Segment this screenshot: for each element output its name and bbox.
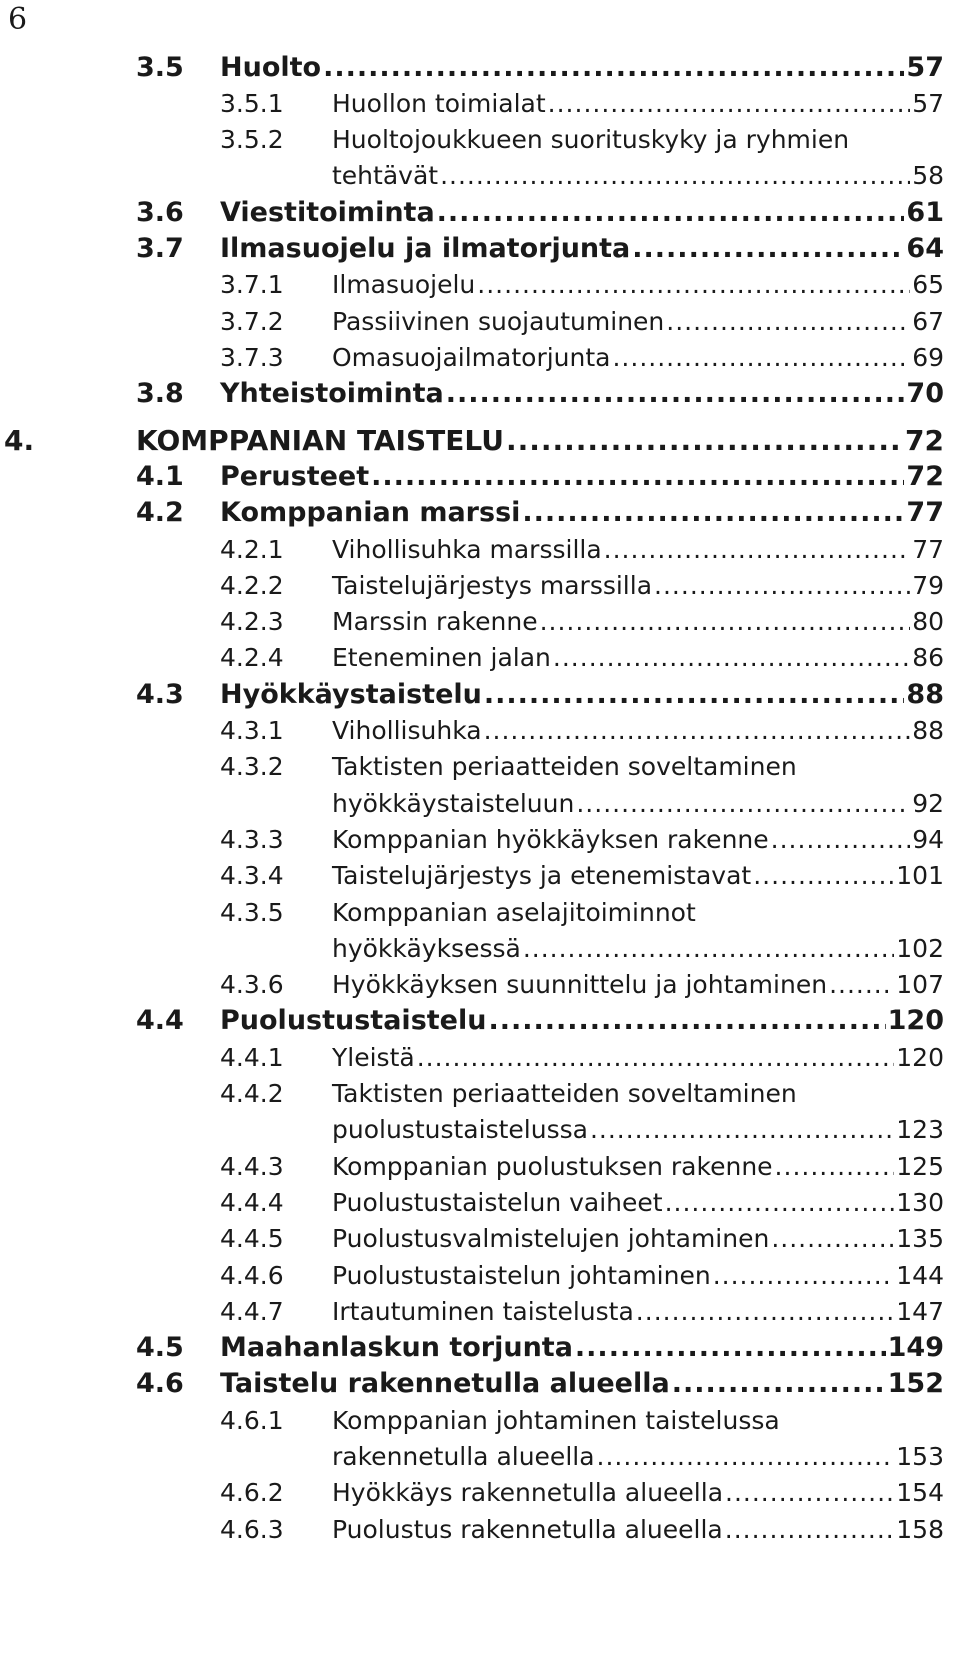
toc-entry[interactable]	[220, 639, 944, 677]
toc-entry-number: 3.7.1	[220, 270, 284, 300]
toc-entry-page: 58	[912, 161, 944, 191]
toc-entry-number: 4.2.2	[220, 570, 284, 600]
toc-entry-title: Puolustustaistelun vaiheet	[332, 1187, 663, 1217]
toc-entry[interactable]	[220, 121, 944, 159]
toc-entry-page: 125	[896, 1151, 944, 1181]
toc-entry-title: Komppanian marssi	[220, 497, 521, 529]
toc-entry[interactable]	[332, 784, 944, 822]
toc-entry-title: puolustustaistelussa	[332, 1115, 588, 1145]
toc-entry[interactable]	[220, 1401, 944, 1439]
toc-entry-number: 4.3.3	[220, 824, 284, 854]
toc-dot-leader	[725, 1478, 894, 1507]
toc-entry-title: Eteneminen jalan	[332, 643, 551, 673]
toc-entry-title: Puolustustaistelu	[220, 1005, 487, 1037]
toc-entry-number: 4.4.4	[220, 1187, 284, 1217]
toc-dot-leader	[597, 1442, 895, 1471]
toc-dot-leader	[576, 789, 910, 818]
toc-dot-leader	[672, 1368, 886, 1399]
toc-entry-number: 4.2.4	[220, 643, 284, 673]
toc-entry[interactable]	[220, 338, 944, 376]
toc-entry-page: 57	[906, 51, 944, 83]
toc-entry-title: tehtävät	[332, 161, 439, 191]
toc-entry-page: 123	[896, 1115, 944, 1145]
toc-entry-title: Taistelu rakennetulla alueella	[220, 1368, 670, 1400]
toc-dot-leader	[477, 270, 910, 299]
toc-entry[interactable]	[332, 1111, 944, 1149]
toc-dot-leader	[725, 1515, 895, 1544]
toc-entry-number: 4.6.2	[220, 1478, 284, 1508]
toc-entry-page: 149	[887, 1332, 944, 1364]
toc-entry-title: Perusteet	[220, 460, 370, 492]
toc-entry-number: 4.3.2	[220, 752, 284, 782]
toc-entry-title: Hyökkäystaistelu	[220, 678, 482, 710]
toc-entry-title: Hyökkäys rakennetulla alueella	[332, 1478, 724, 1508]
toc-entry-title: Omasuojailmatorjunta	[332, 342, 611, 372]
toc-entry-number: 4.4.2	[220, 1079, 284, 1109]
toc-entry[interactable]	[220, 566, 944, 604]
toc-dot-leader	[636, 1297, 894, 1326]
toc-entry-number: 3.5.2	[220, 125, 284, 155]
toc-entry-page: 107	[896, 970, 944, 1000]
toc-entry-title: Huoltojoukkueen suorituskyky ja ryhmien	[332, 125, 850, 155]
page-number: 6	[8, 2, 28, 37]
toc-entry-title: Yhteistoiminta	[220, 378, 444, 410]
toc-entry-title: Maahanlaskun torjunta	[220, 1332, 573, 1364]
toc-entry-title: Yleistä	[332, 1042, 415, 1072]
toc-dot-leader	[417, 1043, 895, 1072]
toc-dot-leader	[665, 1188, 895, 1217]
toc-entry[interactable]	[220, 1147, 944, 1185]
toc-entry-page: 72	[906, 460, 944, 492]
toc-dot-leader	[371, 461, 904, 492]
toc-entry[interactable]	[136, 675, 944, 713]
toc-entry-title: Marssin rakenne	[332, 607, 538, 637]
toc-entry[interactable]	[220, 603, 944, 641]
toc-dot-leader	[713, 1261, 895, 1290]
toc-entry-number: 4.1	[136, 460, 184, 492]
toc-dot-leader	[440, 161, 910, 190]
toc-dot-leader	[575, 1332, 886, 1363]
toc-dot-leader	[612, 343, 910, 372]
toc-entry[interactable]	[220, 1220, 944, 1258]
toc-entry[interactable]	[220, 1256, 944, 1294]
toc-entry-page: 70	[906, 378, 944, 410]
toc-entry-number: 3.8	[136, 378, 184, 410]
toc-dot-leader	[488, 1005, 885, 1036]
toc-entry-title: Huolto	[220, 51, 322, 83]
toc-entry-page: 77	[912, 534, 944, 564]
toc-entry[interactable]	[136, 1329, 944, 1367]
toc-entry-number: 4.3.1	[220, 716, 284, 746]
toc-entry[interactable]	[220, 84, 944, 122]
toc-entry-number: 4.3.4	[220, 861, 284, 891]
toc-entry-title: Ilmasuojelu ja ilmatorjunta	[220, 233, 631, 264]
toc-dot-leader	[771, 1224, 894, 1253]
toc-entry[interactable]	[220, 748, 944, 786]
toc-entry-page: 77	[906, 497, 944, 529]
toc-entry[interactable]	[220, 302, 944, 340]
toc-entry-number: 4.3.5	[220, 897, 284, 927]
toc-entry-page: 86	[912, 643, 944, 673]
toc-dot-leader	[523, 934, 894, 963]
toc-entry-title: Vihollisuhka marssilla	[332, 534, 602, 564]
toc-entry[interactable]	[332, 929, 944, 967]
toc-entry-page: 102	[896, 933, 944, 963]
toc-entry-number: 4.4.6	[220, 1260, 284, 1290]
toc-entry-number: 3.7	[136, 233, 184, 264]
toc-entry-number: 3.7.3	[220, 342, 284, 372]
toc-entry-page: 94	[912, 824, 944, 854]
toc-entry[interactable]	[136, 48, 944, 86]
toc-dot-leader	[484, 716, 911, 745]
toc-entry-title: Viestitoiminta	[220, 196, 435, 228]
toc-dot-leader	[446, 378, 905, 409]
toc-entry-number: 3.6	[136, 196, 184, 228]
toc-entry-page: 65	[912, 270, 944, 300]
toc-entry-title: rakennetulla alueella	[332, 1442, 595, 1472]
toc-entry-page: 67	[912, 306, 944, 336]
toc-entry[interactable]	[220, 820, 944, 858]
toc-entry-page: 64	[906, 233, 944, 264]
toc-entry-number: 4.4.7	[220, 1296, 284, 1326]
toc-dot-leader	[548, 89, 911, 118]
toc-entry[interactable]	[220, 1510, 944, 1548]
toc-entry-page: 88	[906, 678, 944, 710]
toc-dot-leader	[522, 497, 904, 528]
toc-entry-page: 153	[896, 1442, 944, 1472]
toc-entry[interactable]	[220, 266, 944, 304]
toc-entry-title: Taktisten periaatteiden soveltaminen	[332, 752, 797, 782]
toc-entry-number: 3.5.1	[220, 88, 284, 118]
toc-entry-number: 4.	[4, 423, 35, 457]
toc-entry-title: Hyökkäyksen suunnittelu ja johtaminen	[332, 970, 828, 1000]
toc-entry-number: 4.2	[136, 497, 184, 529]
toc-entry-page: 152	[887, 1368, 944, 1400]
toc-entry-number: 4.4.1	[220, 1042, 284, 1072]
toc-entry-number: 4.6.3	[220, 1514, 284, 1544]
toc-dot-leader	[506, 424, 903, 457]
toc-entry-page: 88	[912, 716, 944, 746]
toc-entry-title: Puolustus rakennetulla alueella	[332, 1514, 723, 1544]
toc-entry[interactable]	[220, 1292, 944, 1330]
toc-entry-number: 3.7.2	[220, 306, 284, 336]
toc-entry-title: Taistelujärjestys marssilla	[332, 570, 653, 600]
toc-entry[interactable]	[136, 230, 944, 268]
toc-entry[interactable]	[136, 375, 944, 413]
toc-entry-page: 147	[896, 1296, 944, 1326]
toc-dot-leader	[484, 679, 905, 710]
toc-entry-title: Komppanian puolustuksen rakenne	[332, 1151, 773, 1181]
toc-entry-page: 72	[905, 423, 944, 457]
toc-entry-title: Ilmasuojelu	[332, 270, 476, 300]
toc-entry-title: Puolustusvalmistelujen johtaminen	[332, 1224, 770, 1254]
toc-entry[interactable]	[220, 893, 944, 931]
toc-entry-page: 101	[896, 861, 944, 891]
toc-dot-leader	[654, 571, 910, 600]
toc-entry-page: 57	[912, 88, 944, 118]
toc-entry-number: 4.2.1	[220, 534, 284, 564]
toc-entry-title: Irtautuminen taistelusta	[332, 1296, 634, 1326]
toc-entry-title: hyökkäyksessä	[332, 933, 521, 963]
toc-dot-leader	[632, 233, 904, 264]
toc-entry-page: 120	[887, 1005, 944, 1037]
toc-entry[interactable]	[332, 1438, 944, 1476]
toc-entry-page: 69	[912, 342, 944, 372]
toc-entry-number: 4.5	[136, 1332, 184, 1364]
toc-entry[interactable]	[136, 1365, 944, 1403]
toc-entry[interactable]	[220, 966, 944, 1004]
toc-dot-leader	[829, 970, 894, 999]
toc-entry-title: Komppanian hyökkäyksen rakenne	[332, 824, 769, 854]
toc-entry[interactable]	[220, 1474, 944, 1512]
toc-dot-leader	[775, 1152, 895, 1181]
toc-entry-page: 135	[896, 1224, 944, 1254]
toc-entry-number: 4.4	[136, 1005, 184, 1037]
toc-entry-page: 158	[896, 1514, 944, 1544]
toc-dot-leader	[553, 643, 910, 672]
toc-dot-leader	[437, 197, 905, 228]
toc-entry-title: hyökkäystaisteluun	[332, 788, 575, 818]
toc-entry[interactable]	[220, 857, 944, 895]
toc-entry-page: 79	[912, 570, 944, 600]
toc-entry-page: 130	[896, 1187, 944, 1217]
toc-entry-number: 4.4.5	[220, 1224, 284, 1254]
toc-entry-title: Huollon toimialat	[332, 88, 546, 118]
toc-entry[interactable]	[220, 1075, 944, 1113]
toc-entry[interactable]	[220, 712, 944, 750]
toc-entry-title: Taistelujärjestys ja etenemistavat	[332, 861, 752, 891]
toc-entry-title: Vihollisuhka	[332, 716, 482, 746]
toc-entry-number: 4.3.6	[220, 970, 284, 1000]
toc-entry-page: 154	[896, 1478, 944, 1508]
toc-entry-title: Passiivinen suojautuminen	[332, 306, 665, 336]
toc-entry[interactable]	[220, 530, 944, 568]
toc-entry[interactable]	[4, 421, 944, 459]
toc-dot-leader	[771, 825, 911, 854]
toc-entry-page: 120	[896, 1042, 944, 1072]
toc-entry[interactable]	[220, 1183, 944, 1221]
toc-entry-page: 92	[912, 788, 944, 818]
toc-entry-page: 80	[912, 607, 944, 637]
toc-entry-title: KOMPPANIAN TAISTELU	[136, 423, 504, 457]
toc-entry-page: 61	[906, 196, 944, 228]
toc-entry[interactable]	[220, 1038, 944, 1076]
toc-dot-leader	[666, 307, 910, 336]
toc-dot-leader	[540, 607, 911, 636]
toc-entry-number: 4.3	[136, 678, 184, 710]
toc-entry[interactable]	[136, 1002, 944, 1040]
toc-dot-leader	[604, 535, 911, 564]
toc-entry-number: 4.4.3	[220, 1151, 284, 1181]
toc-entry[interactable]	[136, 457, 944, 495]
toc-dot-leader	[323, 52, 904, 83]
toc-entry[interactable]	[136, 193, 944, 231]
toc-dot-leader	[590, 1115, 894, 1144]
toc-entry-number: 4.2.3	[220, 607, 284, 637]
toc-entry[interactable]	[136, 494, 944, 532]
toc-entry-title: Komppanian johtaminen taistelussa	[332, 1405, 780, 1435]
toc-entry-title: Komppanian aselajitoiminnot	[332, 897, 696, 927]
toc-entry[interactable]	[332, 157, 944, 195]
toc-entry-number: 4.6	[136, 1368, 184, 1400]
toc-entry-title: Puolustustaistelun johtaminen	[332, 1260, 711, 1290]
toc-dot-leader	[753, 861, 894, 890]
toc-entry-title: Taktisten periaatteiden soveltaminen	[332, 1079, 797, 1109]
toc-entry-number: 4.6.1	[220, 1405, 284, 1435]
toc-entry-page: 144	[896, 1260, 944, 1290]
toc-entry-number: 3.5	[136, 51, 184, 83]
